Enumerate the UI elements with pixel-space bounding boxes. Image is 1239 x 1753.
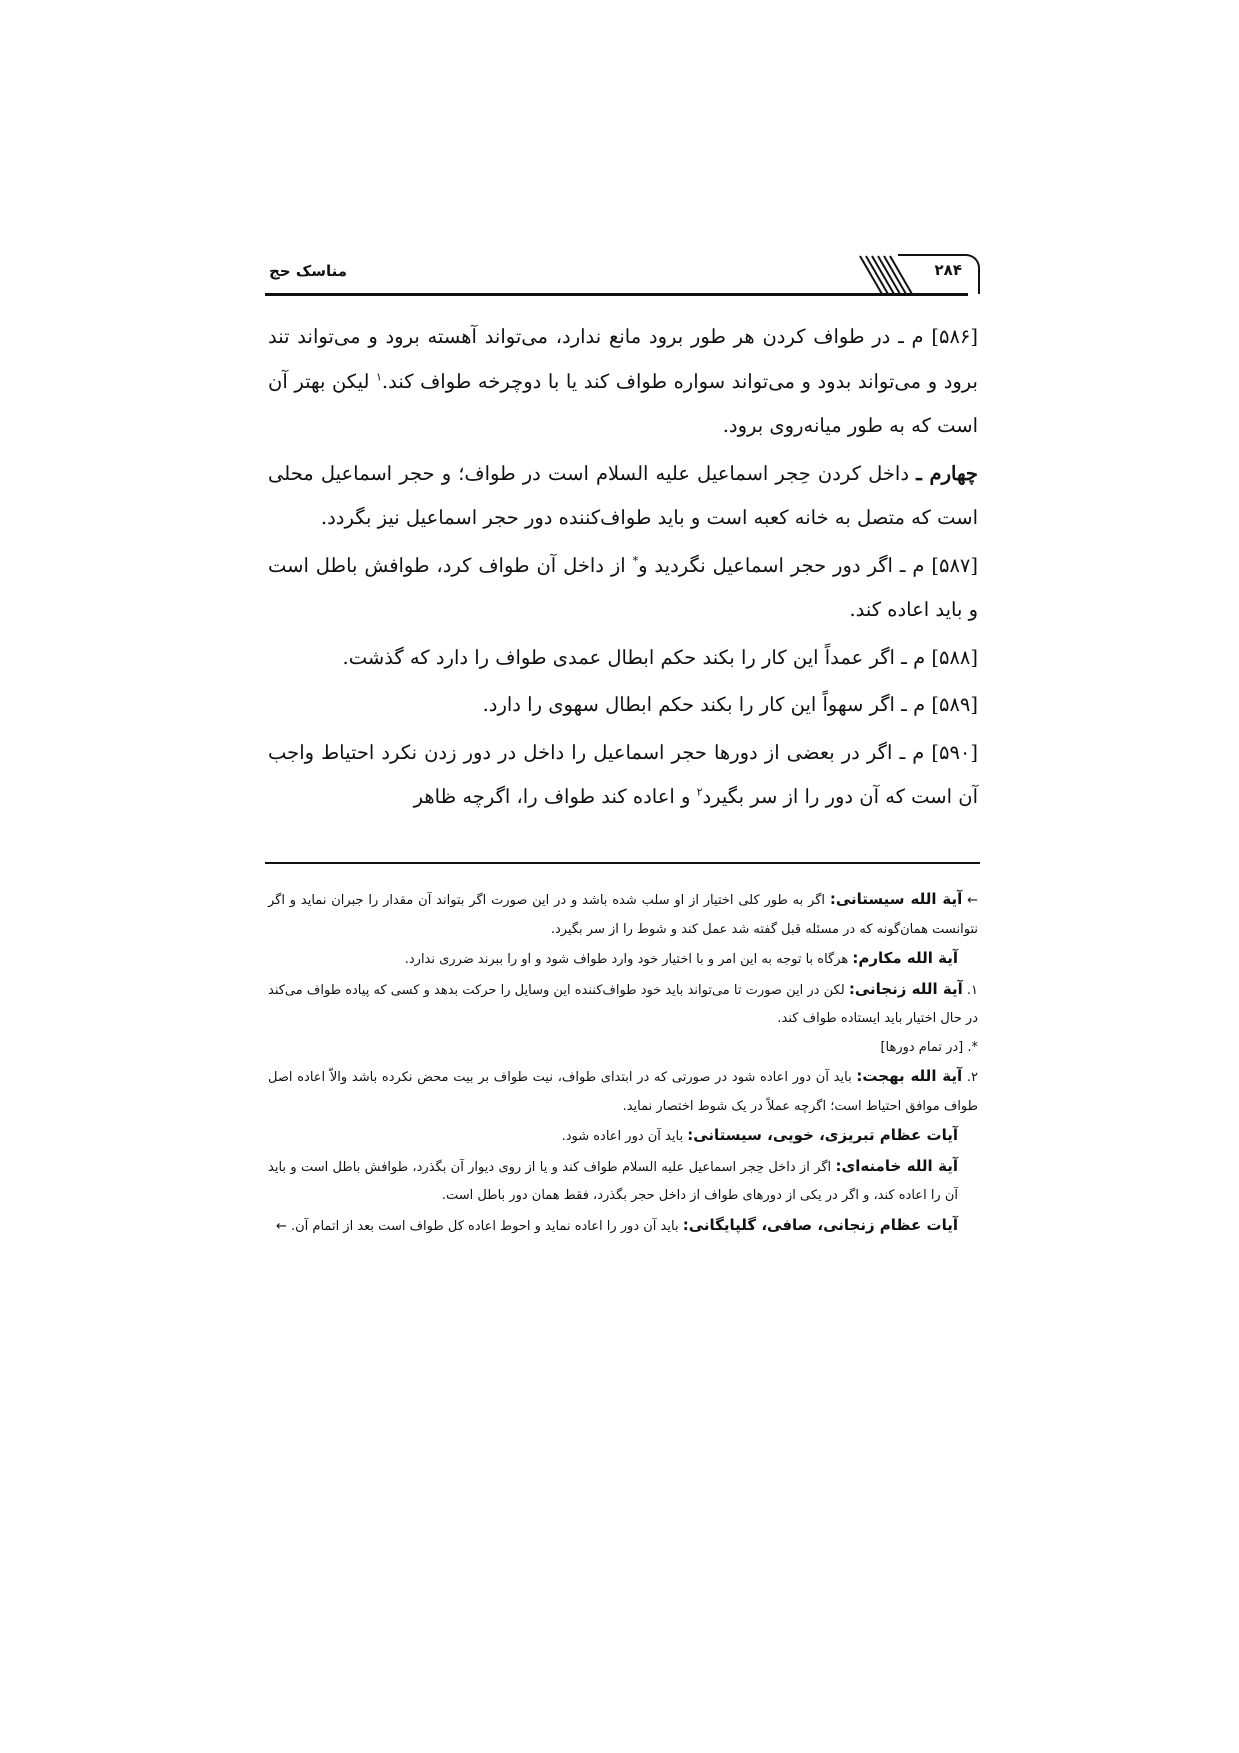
paragraph-text: داخل کردن حِجر اسماعیل علیه السلام است در طواف؛ و حجر اسماعیل محلی است که متصل به خانه کعبه است و باید طواف‌کننده دور حجر اسماعیل نیز بگردد. — [268, 461, 978, 529]
ruling-number: [۵۸۸] م ـ — [901, 645, 978, 669]
paragraph-text: و اعاده کند طواف را، اگرچه ظاهر — [413, 785, 697, 808]
page-number: ۲۸۴ — [934, 261, 962, 279]
footnote-marker: ۱. — [966, 982, 979, 998]
authority-name: آیة الله سیستانی: — [829, 890, 963, 908]
footnote-marker: ۲. — [966, 1070, 978, 1085]
paragraph-text: اگر سهواً این کار را بکند حکم ابطال سهوی را دارد. — [482, 693, 902, 716]
footnote-ref[interactable]: ۲ — [696, 785, 703, 799]
paragraph-text: از داخل آن طواف کرد، طوافش باطل است و باید اعاده کند. — [268, 553, 978, 621]
ruling-number: [۵۸۷] م ـ — [899, 553, 978, 577]
footnote-item — [268, 944, 978, 975]
footnote-separator — [265, 862, 980, 864]
footnote-item — [268, 1062, 978, 1121]
ruling-number: [۵۸۹] م ـ — [901, 693, 978, 716]
continuation-arrow-icon: ← — [967, 893, 978, 908]
continuation-arrow-icon: ← — [275, 1218, 291, 1234]
section-heading: چهارم ـ — [916, 461, 978, 485]
paragraph-590 — [268, 731, 978, 820]
footnote-text: اگر به طور کلی اختیار از او سلب شده باشد و در این صورت اگر بتواند آن مقدار را جبران نماید و اگر نتوانست همان‌گونه که در مسئله قبل گفته شد عمل کند و شوط را از سر بگیرد. — [268, 893, 978, 937]
paragraph-text: لیکن بهتر آن است که به طور میانه‌روی برود. — [268, 369, 978, 437]
page-header — [265, 252, 980, 296]
ruling-number: [۵۸۶] م ـ — [898, 325, 978, 348]
footnote-item — [268, 1121, 978, 1152]
paragraph-589 — [268, 683, 978, 728]
footnote-item — [268, 1211, 978, 1242]
footnote-text: هرگاه با توجه به این امر و با اختیار خود وارد طواف شود و او را ببرند ضرری ندارد. — [404, 952, 853, 967]
paragraph-588 — [268, 636, 978, 681]
authority-name: آیات عظام تبریزی، خویی، سیستانی: — [687, 1126, 958, 1144]
footnote-item — [268, 1034, 978, 1063]
authority-name: آیة الله بهجت: — [856, 1067, 963, 1085]
footnote-item — [268, 885, 978, 944]
paragraph-text: اگر در بعضی از دورها حجر اسماعیل را داخل در دور زدن نکرد احتیاط واجب آن است که آن دور را از سر بگیرد — [268, 740, 978, 808]
paragraph-586 — [268, 315, 978, 449]
footnote-text: اگر از داخل حِجر اسماعیل علیه السلام طواف کند و یا از روی دیوار آن بگذرد، طوافش باطل است و باید آن را اعاده کند، و اگر در یکی از دورهای طواف از داخل حجر بگذرد، فقط همان دور باطل است. — [268, 1159, 958, 1203]
authority-name: آیات عظام زنجانی، صافی، گلپایگانی: — [682, 1215, 958, 1234]
paragraph-text: اگر دور حجر اسماعیل نگردید و — [638, 553, 900, 577]
paragraph-587 — [268, 544, 978, 633]
header-rule — [265, 293, 968, 296]
ruling-number: [۵۹۰] م ـ — [899, 740, 978, 764]
footnote-text: باید آن دور اعاده شود. — [561, 1129, 688, 1144]
authority-name: آیة الله مکارم: — [852, 949, 958, 967]
running-title: مناسک حج — [269, 262, 347, 280]
authority-name: آیة الله زنجانی: — [848, 979, 963, 998]
footnote-item — [268, 1152, 978, 1211]
footnote-marker: *. — [967, 1039, 978, 1055]
footnote-text: باید آن دور اعاده شود در صورتی که در ابتدای طواف، نیت طواف بر بیت محض نکرده باشد والاّ اعاده اصل طواف موافق احتیاط است؛ اگرچه عملاً در یک شوط اختصار نماید. — [268, 1070, 978, 1114]
footnote-text: لکن در این صورت تا می‌تواند باید خود طواف‌کننده این وسایل را حرکت بدهد و کسی که پیاده طواف می‌کند در حال اختیار باید ایستاده طواف کند. — [268, 982, 978, 1026]
footnote-ref[interactable]: * — [632, 554, 639, 567]
paragraph-text: اگر عمداً این کار را بکند حکم ابطال عمدی طواف را دارد که گذشت. — [342, 645, 902, 669]
footnote-item — [268, 975, 978, 1034]
authority-name: آیة الله خامنه‌ای: — [835, 1156, 958, 1175]
footnote-ref[interactable]: ۱ — [375, 370, 382, 383]
footnotes — [268, 885, 978, 1241]
paragraph-text: در طواف کردن هر طور برود مانع ندارد، می‌تواند آهسته برود و می‌تواند تند برود و می‌تواند بدود و می‌تواند سواره طواف کند یا با دوچرخه طواف کند. — [268, 325, 978, 393]
footnote-text: [در تمام دورها] — [880, 1039, 968, 1055]
footnote-text: باید آن دور را اعاده نماید و احوط اعاده کل طواف است بعد از اتمام آن. — [291, 1218, 683, 1234]
paragraph-fourth — [268, 452, 978, 541]
main-text — [268, 315, 978, 823]
